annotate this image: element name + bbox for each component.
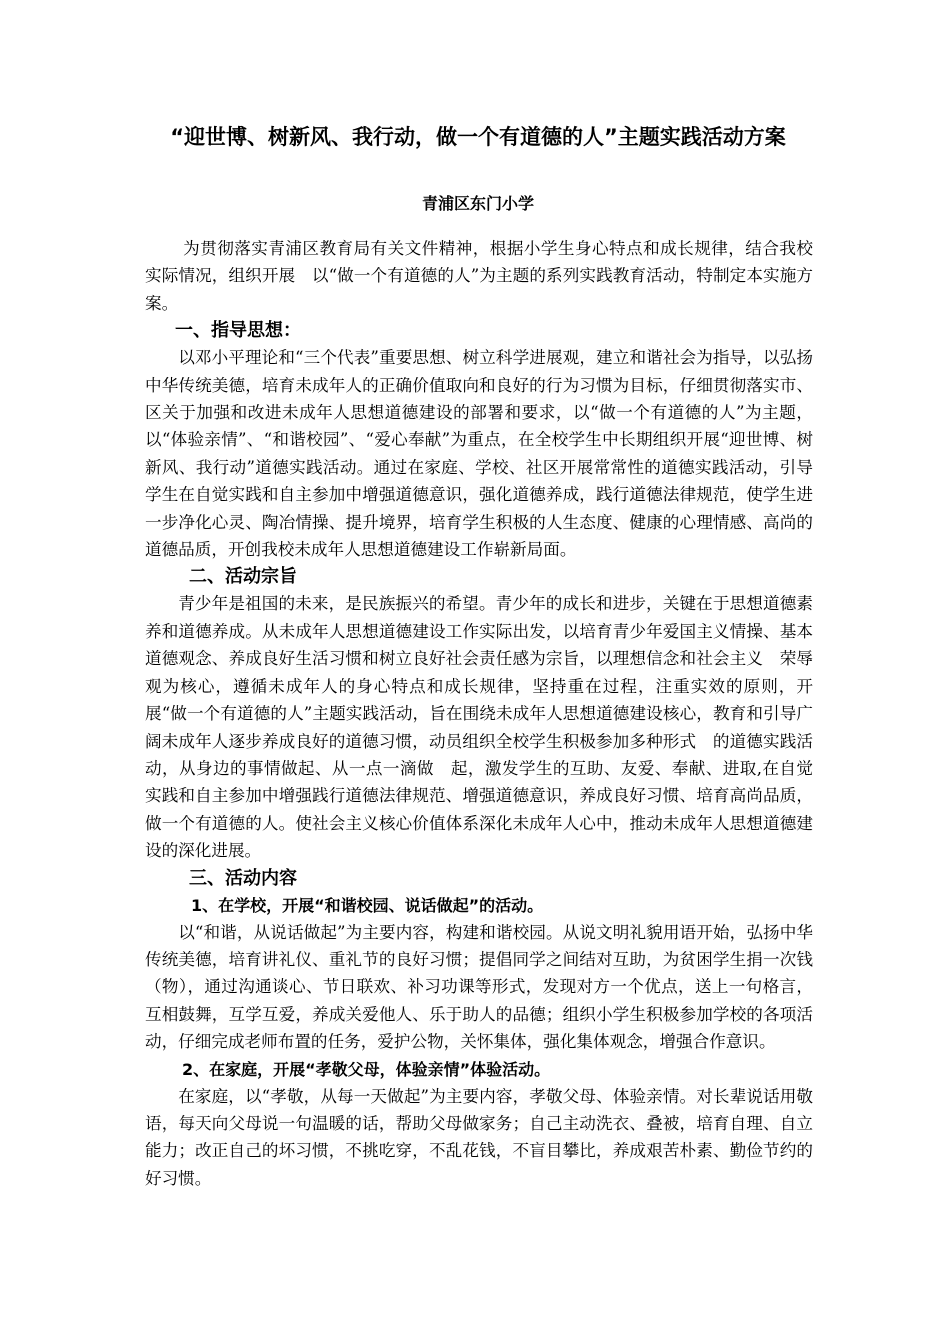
section-heading-guiding-ideology: 一、指导思想：: [175, 320, 301, 342]
section-body-activity-purpose: 青少年是祖国的未来，是民族振兴的希望。青少年的成长和进步，关键在于思想道德素养和道德养成。从未成年人思想道德建设工作实际出发，以培育青少年爱国主义情操、基本道德观念、养成良好生活习惯和树立良好社会责任感为宗旨，以理想信念和社会主义 荣辱观为核心，遵循未成年人的身心特点和成长规律，坚持重在过程，注重实效的原则，开展“做一个有道德的人”主题实践活动，旨在围绕未成年人思想道德建设核心，教育和引导广阔未成年人逐步养成良好的道德习惯，动员组织全校学生积极参加多种形式 的道德实践活动，从身边的事情做起、从一点一滴做 起，激发学生的互助、友爱、奉献、进取,在自觉实践和自主参加中增强践行道德法律规范、增强道德意识，养成良好习惯、培育高尚品质，做一个有道德的人。使社会主义核心价值体系深化未成年人心中，推动未成年人思想道德建设的深化进展。: [145, 594, 813, 861]
section-heading-activity-purpose: 二、活动宗旨: [189, 566, 297, 588]
document-author: 青浦区东门小学: [421, 194, 534, 213]
body-school-activity: 以“和谐，从说话做起”为主要内容，构建和谐校园。从说文明礼貌用语开始，弘扬中华传统美德，培育讲礼仪、重礼节的良好习惯；提倡同学之间结对互助，为贫困学生捐一次钱（物），通过沟通谈心、节日联欢、补习功课等形式，发现对方一个优点，送上一句格言，互相鼓舞，互学互爱，养成关爱他人、乐于助人的品德；组织小学生积极参加学校的各项活动，仔细完成老师布置的任务，爱护公物，关怀集体，强化集体观念，增强合作意识。: [145, 922, 813, 1052]
body-family-activity: 在家庭，以“孝敬，从每一天做起”为主要内容，孝敬父母、体验亲情。对长辈说话用敬语，每天向父母说一句温暖的话，帮助父母做家务；自己主动洗衣、叠被，培育自理、自立能力；改正自己的坏习惯，不挑吃穿，不乱花钱，不盲目攀比，养成艰苦朴素、勤俭节约的好习惯。: [145, 1086, 813, 1188]
intro-paragraph: 为贯彻落实青浦区教育局有关文件精神，根据小学生身心特点和成长规律，结合我校实际情况，组织开展 以“做一个有道德的人”为主题的系列实践教育活动，特制定本实施方案。: [145, 239, 813, 313]
subheading-school-activity: 1、在学校，开展“和谐校园、说话做起”的活动。: [191, 895, 544, 915]
document-title: “迎世博、树新风、我行动，做一个有道德的人”主题实践活动方案: [170, 125, 786, 149]
section-body-guiding-ideology: 以邓小平理论和“三个代表”重要思想、树立科学进展观，建立和谐社会为指导，以弘扬中华传统美德，培育未成年人的正确价值取向和良好的行为习惯为目标，仔细贯彻落实市、区关于加强和改进未成年人思想道德建设的部署和要求，以“做一个有道德的人”为主题，以“体验亲情”、“和谐校园”、“爱心奉献”为重点，在全校学生中长期组织开展“迎世博、树新风、我行动”道德实践活动。通过在家庭、学校、社区开展常常性的道德实践活动，引导学生在自觉实践和自主参加中增强道德意识，强化道德养成，践行道德法律规范，使学生进一步净化心灵、陶冶情操、提升境界，培育学生积极的人生态度、健康的心理情感、高尚的道德品质，开创我校未成年人思想道德建设工作崭新局面。: [145, 348, 813, 560]
section-heading-activity-content: 三、活动内容: [189, 867, 297, 889]
document-body: [145, 235, 813, 1192]
subheading-family-activity: 2、在家庭，开展“孝敬父母，体验亲情”体验活动。: [182, 1059, 551, 1079]
